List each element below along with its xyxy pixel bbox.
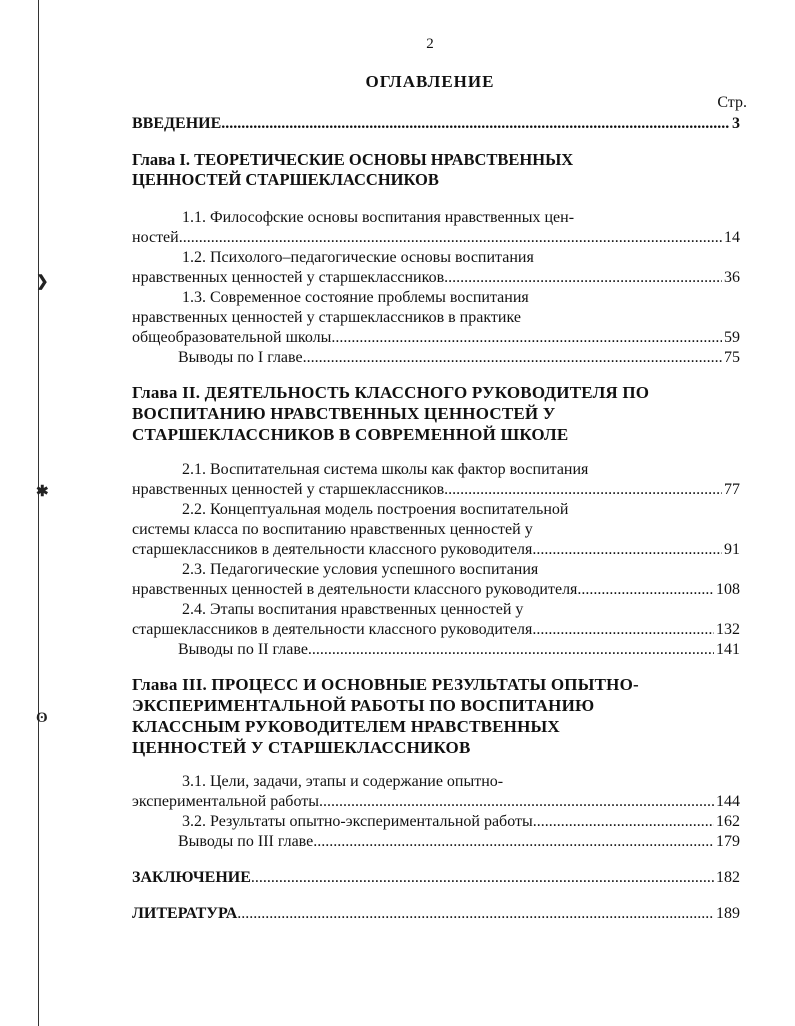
toc-literature	[132, 904, 740, 924]
chapter2-heading-line1: Глава II. ДЕЯТЕЛЬНОСТЬ КЛАССНОГО РУКОВОДИТЕЛЯ ПО	[132, 383, 650, 402]
toc-section-3-2-line1: 3.2. Результаты опытно-экспериментальной работы	[182, 813, 533, 830]
toc-section-2-2	[132, 500, 740, 560]
toc-conclusion	[132, 868, 740, 888]
toc-conclusions-3	[132, 832, 740, 852]
chapter2-heading	[132, 382, 740, 445]
toc-section-3-1	[132, 772, 740, 812]
margin-mark-2: ✱	[36, 484, 49, 500]
toc-section-1-1	[132, 208, 740, 248]
toc-conclusion-page: 182	[716, 869, 740, 886]
chapter1-heading-line1: Глава I. ТЕОРЕТИЧЕСКИЕ ОСНОВЫ НРАВСТВЕННЫХ	[132, 150, 574, 169]
toc-section-1-3-line1: 1.3. Современное состояние проблемы воспитания	[182, 289, 529, 306]
chapter3-heading-line4: ЦЕННОСТЕЙ У СТАРШЕКЛАССНИКОВ	[132, 738, 471, 757]
toc-section-1-2	[132, 248, 740, 288]
chapter1-heading-line2: ЦЕННОСТЕЙ СТАРШЕКЛАССНИКОВ	[132, 170, 439, 189]
toc-section-1-3-page: 59	[724, 329, 740, 346]
toc-section-2-2-page: 91	[724, 541, 740, 558]
toc-section-2-2-line1: 2.2. Концептуальная модель построения воспитательной	[182, 501, 569, 518]
toc-section-1-3-line2: нравственных ценностей у старшеклассников в практике	[132, 309, 521, 326]
chapter3-heading-line3: КЛАССНЫМ РУКОВОДИТЕЛЕМ НРАВСТВЕННЫХ	[132, 717, 560, 736]
toc-section-3-1-line1: 3.1. Цели, задачи, этапы и содержание опытно-	[182, 773, 504, 790]
toc-section-2-1-page: 77	[724, 481, 740, 498]
toc-conclusions-2-page: 141	[716, 641, 740, 658]
scan-edge-line	[38, 0, 39, 1026]
toc-section-2-1-line2: нравственных ценностей у старшеклассников	[132, 481, 445, 498]
chapter3-heading-line1: Глава III. ПРОЦЕСС И ОСНОВНЫЕ РЕЗУЛЬТАТЫ ОПЫТНО-	[132, 675, 639, 694]
toc-conclusions-3-label: Выводы по III главе	[178, 833, 314, 850]
toc-section-2-4-line2: старшеклассников в деятельности классного руководителя	[132, 621, 533, 638]
toc-title: ОГЛАВЛЕНИЕ	[365, 72, 495, 91]
toc-section-1-1-line2: ностей	[132, 229, 179, 246]
page-number: 2	[426, 36, 434, 52]
toc-section-2-3-line2: нравственных ценностей в деятельности классного руководителя	[132, 581, 578, 598]
toc-section-1-1-line1: 1.1. Философские основы воспитания нравственных цен-	[182, 209, 575, 226]
toc-section-3-1-page: 144	[716, 793, 740, 810]
toc-literature-page: 189	[716, 905, 740, 922]
toc-intro-page: 3	[732, 115, 740, 132]
chapter3-heading-line2: ЭКСПЕРИМЕНТАЛЬНОЙ РАБОТЫ ПО ВОСПИТАНИЮ	[132, 696, 595, 715]
toc-section-2-3-page: 108	[716, 581, 740, 598]
toc-conclusion-label: ЗАКЛЮЧЕНИЕ	[132, 869, 251, 886]
toc-intro-label: ВВЕДЕНИЕ	[132, 115, 222, 132]
toc-section-3-2-page: 162	[716, 813, 740, 830]
toc-section-2-1	[132, 460, 740, 500]
toc-section-1-2-line1: 1.2. Психолого–педагогические основы воспитания	[182, 249, 534, 266]
toc-section-2-4-line1: 2.4. Этапы воспитания нравственных ценностей у	[182, 601, 524, 618]
margin-mark-3: ʘ	[36, 710, 48, 726]
toc-section-2-3	[132, 560, 740, 600]
toc-conclusions-1-page: 75	[724, 349, 740, 366]
toc-conclusions-2	[132, 640, 740, 660]
toc-section-1-1-page: 14	[724, 229, 740, 246]
toc-conclusions-1-label: Выводы по I главе	[178, 349, 303, 366]
toc-conclusions-1	[132, 348, 740, 368]
page-column-label: Стр.	[717, 94, 747, 111]
chapter2-heading-line2: ВОСПИТАНИЮ НРАВСТВЕННЫХ ЦЕННОСТЕЙ У	[132, 404, 556, 423]
toc-section-1-2-line2: нравственных ценностей у старшеклассников	[132, 269, 445, 286]
toc-section-2-1-line1: 2.1. Воспитательная система школы как фактор воспитания	[182, 461, 589, 478]
toc-section-2-2-line3: старшеклассников в деятельности классного руководителя	[132, 541, 533, 558]
toc-section-1-3-line3: общеобразовательной школы	[132, 329, 332, 346]
toc-literature-label: ЛИТЕРАТУРА	[132, 905, 238, 922]
chapter3-heading	[132, 674, 740, 758]
toc-section-2-3-line1: 2.3. Педагогические условия успешного воспитания	[182, 561, 539, 578]
toc-intro	[132, 114, 740, 134]
toc-section-2-4-page: 132	[716, 621, 740, 638]
chapter2-heading-line3: СТАРШЕКЛАССНИКОВ В СОВРЕМЕННОЙ ШКОЛЕ	[132, 425, 569, 444]
toc-conclusions-3-page: 179	[716, 833, 740, 850]
toc-section-1-2-page: 36	[724, 269, 740, 286]
toc-conclusions-2-label: Выводы по II главе	[178, 641, 308, 658]
toc-section-2-4	[132, 600, 740, 640]
toc-section-3-2	[132, 812, 740, 832]
toc-section-2-2-line2: системы класса по воспитанию нравственных ценностей у	[132, 521, 533, 538]
margin-mark-1: ❯	[36, 274, 49, 290]
toc-section-1-3	[132, 288, 740, 348]
toc-section-3-1-line2: экспериментальной работы	[132, 793, 319, 810]
chapter1-heading	[132, 150, 740, 190]
